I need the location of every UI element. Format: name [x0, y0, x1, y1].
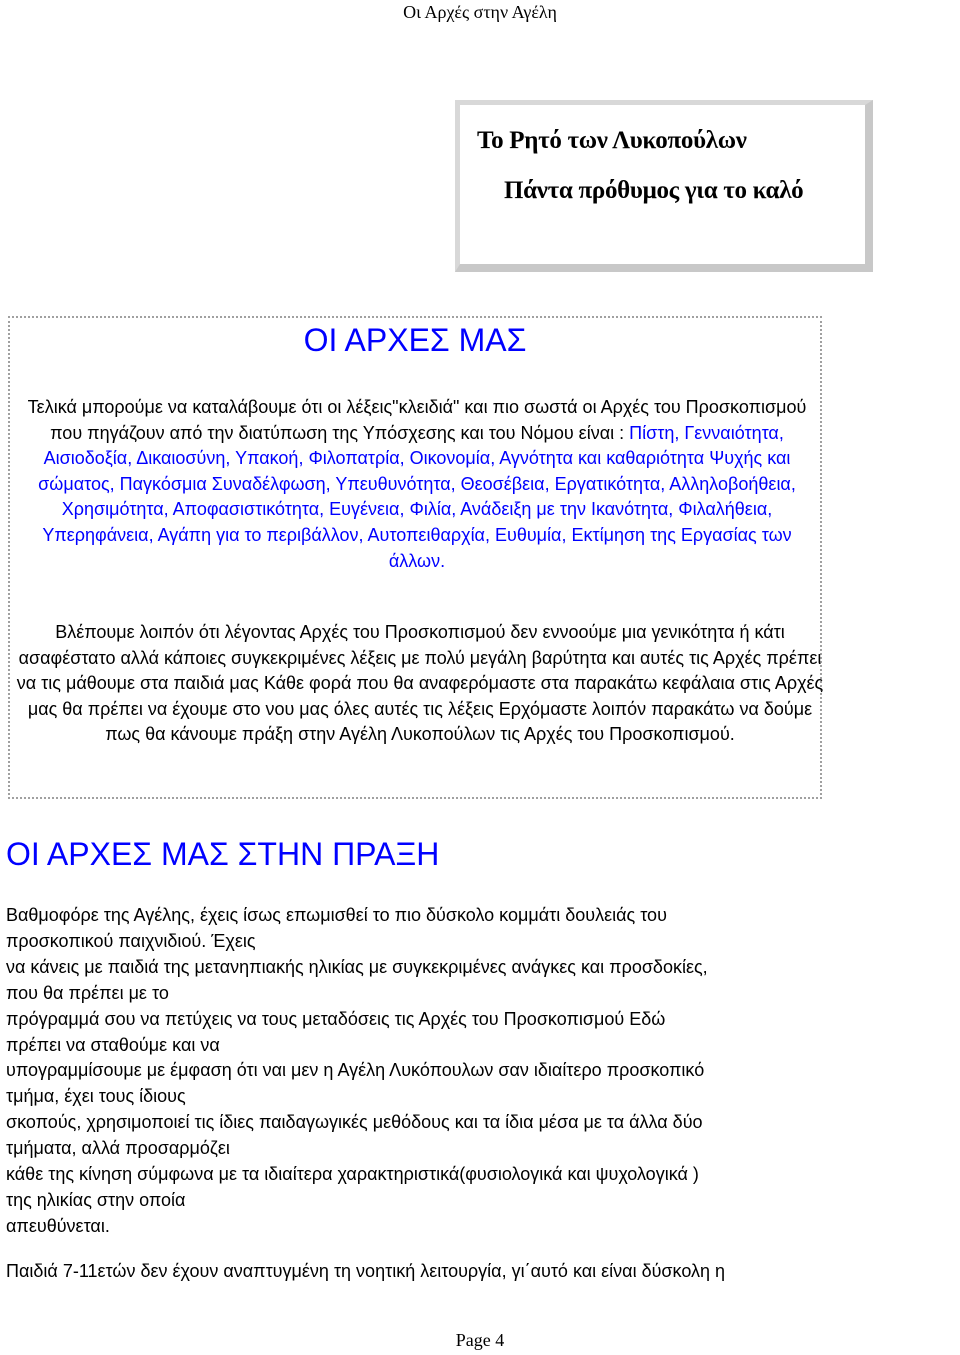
body-line: προσκοπικού παιχνιδιού. Έχεις — [6, 930, 256, 951]
body-line: Βαθμοφόρε της Αγέλης, έχεις ίσως επωμισθεί το πιο δύσκολο κομμάτι δουλειάς του — [6, 905, 667, 925]
body-line: υπογραμμίσουμε με έμφαση ότι ναι μεν η Αγέλη Λυκόπουλων σαν ιδιαίτερο προσκοπικό — [6, 1060, 705, 1081]
principles-title: ΟΙ ΑΡΧΕΣ ΜΑΣ — [303, 322, 527, 358]
motto-title: Το Ρητό των Λυκοπούλων — [477, 127, 747, 154]
body-line: τμήματα, αλλά προσαρμόζει — [6, 1138, 230, 1159]
principles-intro — [24, 395, 810, 574]
intro-lead: Τελικά μπορούμε να καταλάβουμε ότι οι λέξεις"κλειδιά" και πιο σωστά οι Αρχές του Προσκοπισμού που πηγάζουν από την διατύπωση της Υπόσχεσης και του Νόμου είναι : — [27, 397, 807, 443]
section-title: ΟΙ ΑΡΧΕΣ ΜΑΣ ΣΤΗΝ ΠΡΑΞΗ — [6, 836, 440, 872]
page-header: Οι Αρχές στην Αγέλη — [403, 2, 557, 22]
body-line: που θα πρέπει με το — [6, 982, 169, 1003]
body-line: τμήμα, έχει τους ίδιους — [6, 1086, 186, 1107]
principles-box — [8, 316, 822, 799]
body-line: απευθύνεται. — [6, 1215, 110, 1236]
body-line: πρόγραμμά σου να πετύχεις να τους μεταδόσεις τις Αρχές του Προσκοπισμού Εδώ — [6, 1008, 666, 1029]
motto-image — [455, 100, 873, 272]
body-line: της ηλικίας στην οποία — [6, 1189, 186, 1210]
body-line: σκοπούς, χρησιμοποιεί τις ίδιες παιδαγωγικές μεθόδους και τα ίδια μέσα με τα άλλα δύο — [6, 1112, 703, 1133]
body-line: πρέπει να σταθούμε και να — [6, 1034, 220, 1055]
section-body — [6, 903, 956, 1240]
last-paragraph: Παιδιά 7-11ετών δεν έχουν αναπτυγμένη τη νοητική λειτουργία, γι΄αυτό και είναι δύσκολη η — [6, 1261, 726, 1281]
body-line: να κάνεις με παιδιά της μετανηπιακής ηλικίας με συγκεκριμένες ανάγκες και προσδοκίες, — [6, 956, 708, 977]
body-line: κάθε της κίνηση σύμφωνα με τα ιδιαίτερα χαρακτηριστικά(φυσιολογικά και ψυχολογικά ) — [6, 1164, 699, 1185]
principles-explanation: Βλέπουμε λοιπόν ότι λέγοντας Αρχές του Προσκοπισμού δεν εννοούμε μια γενικότητα ή κάτι ασαφέστατο αλλά κάποιες συγκεκριμένες λέξεις με πολύ μεγάλη βαρύτητα και αυτές τις Αρχές πρέπει να τις μάθουμε στα παιδιά μας Κάθε φορά που θα αναφερόμαστε στα παρακάτω κεφάλαια στις Αρχές μας θα πρέπει να έχουμε στο νου μας όλες αυτές τις λέξεις Ερχόμαστε λοιπόν παρακάτω να δούμε πως θα κάνουμε πράξη στην Αγέλη Λυκοπούλων τις Αρχές του Προσκοπισμού. — [16, 622, 824, 745]
principles-values: Πίστη, Γενναιότητα, Αισιοδοξία, Δικαιοσύνη, Υπακοή, Φιλοπατρία, Οικονομία, Αγνότητα και καθαριότητα Ψυχής και σώματος, Παγκόσμια Συναδέλφωση, Υπευθυνότητα, Θεοσέβεια, Εργατικότητα, Αλληλοβοήθεια, Χρησιμότητα, Αποφασιστικότητα, Ευγένεια, Φιλία, Ανάδειξη με την Ικανότητα, Φιλαλήθεια, Υπερηφάνεια, Αγάπη για το περιβάλλον, Αυτοπειθαρχία, Ευθυμία, Εκτίμηση της Εργασίας των άλλων. — [38, 422, 796, 571]
motto-text: Πάντα πρόθυμος για το καλό — [504, 177, 804, 204]
page-number: Page 4 — [455, 1330, 505, 1350]
